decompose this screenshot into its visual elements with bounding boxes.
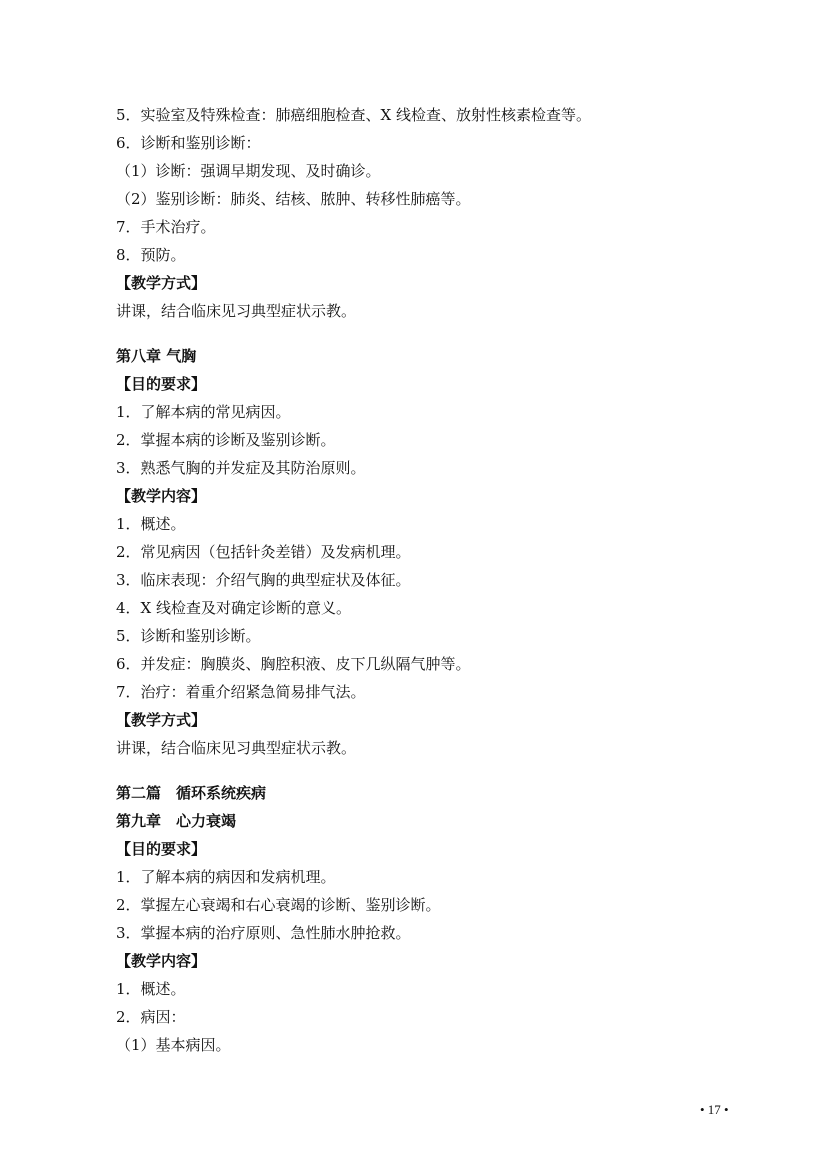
text-line: 讲课，结合临床见习典型症状示教。 bbox=[116, 739, 357, 757]
text-line: （1）基本病因。 bbox=[116, 1036, 231, 1054]
text-line: 6．诊断和鉴别诊断： bbox=[116, 134, 261, 152]
text-line: 3．掌握本病的治疗原则、急性肺水肿抢救。 bbox=[116, 924, 411, 942]
text-line: 3．熟悉气胸的并发症及其防治原则。 bbox=[116, 459, 366, 477]
page-number: • 17 • bbox=[700, 1102, 729, 1117]
text-line: 讲课，结合临床见习典型症状示教。 bbox=[116, 302, 357, 320]
chapter-title: 第八章 气胸 bbox=[116, 347, 197, 365]
text-line: 4．X 线检查及对确定诊断的意义。 bbox=[116, 599, 351, 617]
text-line: 5．实验室及特殊检查：肺癌细胞检查、X 线检查、放射性核素检查等。 bbox=[116, 106, 591, 124]
section-heading: 【教学内容】 bbox=[116, 952, 207, 970]
text-line: 1．概述。 bbox=[116, 980, 186, 998]
section-heading: 【教学方式】 bbox=[116, 711, 207, 729]
section-heading: 【教学内容】 bbox=[116, 487, 207, 505]
text-line: （1）诊断：强调早期发现、及时确诊。 bbox=[116, 162, 381, 180]
text-line: 1．了解本病的病因和发病机理。 bbox=[116, 868, 336, 886]
chapter-title: 第九章 心力衰竭 bbox=[116, 812, 237, 830]
text-line: 2．病因： bbox=[116, 1008, 186, 1026]
text-line: 1．概述。 bbox=[116, 515, 186, 533]
section-heading: 【目的要求】 bbox=[116, 840, 207, 858]
text-line: 3．临床表现：介绍气胸的典型症状及体征。 bbox=[116, 571, 411, 589]
text-line: 2．掌握左心衰竭和右心衰竭的诊断、鉴别诊断。 bbox=[116, 896, 441, 914]
text-line: 1．了解本病的常见病因。 bbox=[116, 403, 291, 421]
text-line: 7．治疗：着重介绍紧急简易排气法。 bbox=[116, 683, 366, 701]
text-line: （2）鉴别诊断：肺炎、结核、脓肿、转移性肺癌等。 bbox=[116, 190, 471, 208]
part-title: 第二篇 循环系统疾病 bbox=[116, 784, 267, 802]
spacer bbox=[116, 325, 756, 342]
spacer bbox=[116, 762, 756, 779]
document-page bbox=[116, 101, 756, 1059]
text-line: 7．手术治疗。 bbox=[116, 218, 216, 236]
text-line: 2．掌握本病的诊断及鉴别诊断。 bbox=[116, 431, 336, 449]
text-line: 8．预防。 bbox=[116, 246, 186, 264]
text-line: 2．常见病因（包括针灸差错）及发病机理。 bbox=[116, 543, 411, 561]
text-line: 5．诊断和鉴别诊断。 bbox=[116, 627, 261, 645]
section-heading: 【教学方式】 bbox=[116, 274, 207, 292]
text-line: 6．并发症：胸膜炎、胸腔积液、皮下几纵隔气肿等。 bbox=[116, 655, 471, 673]
section-heading: 【目的要求】 bbox=[116, 375, 207, 393]
